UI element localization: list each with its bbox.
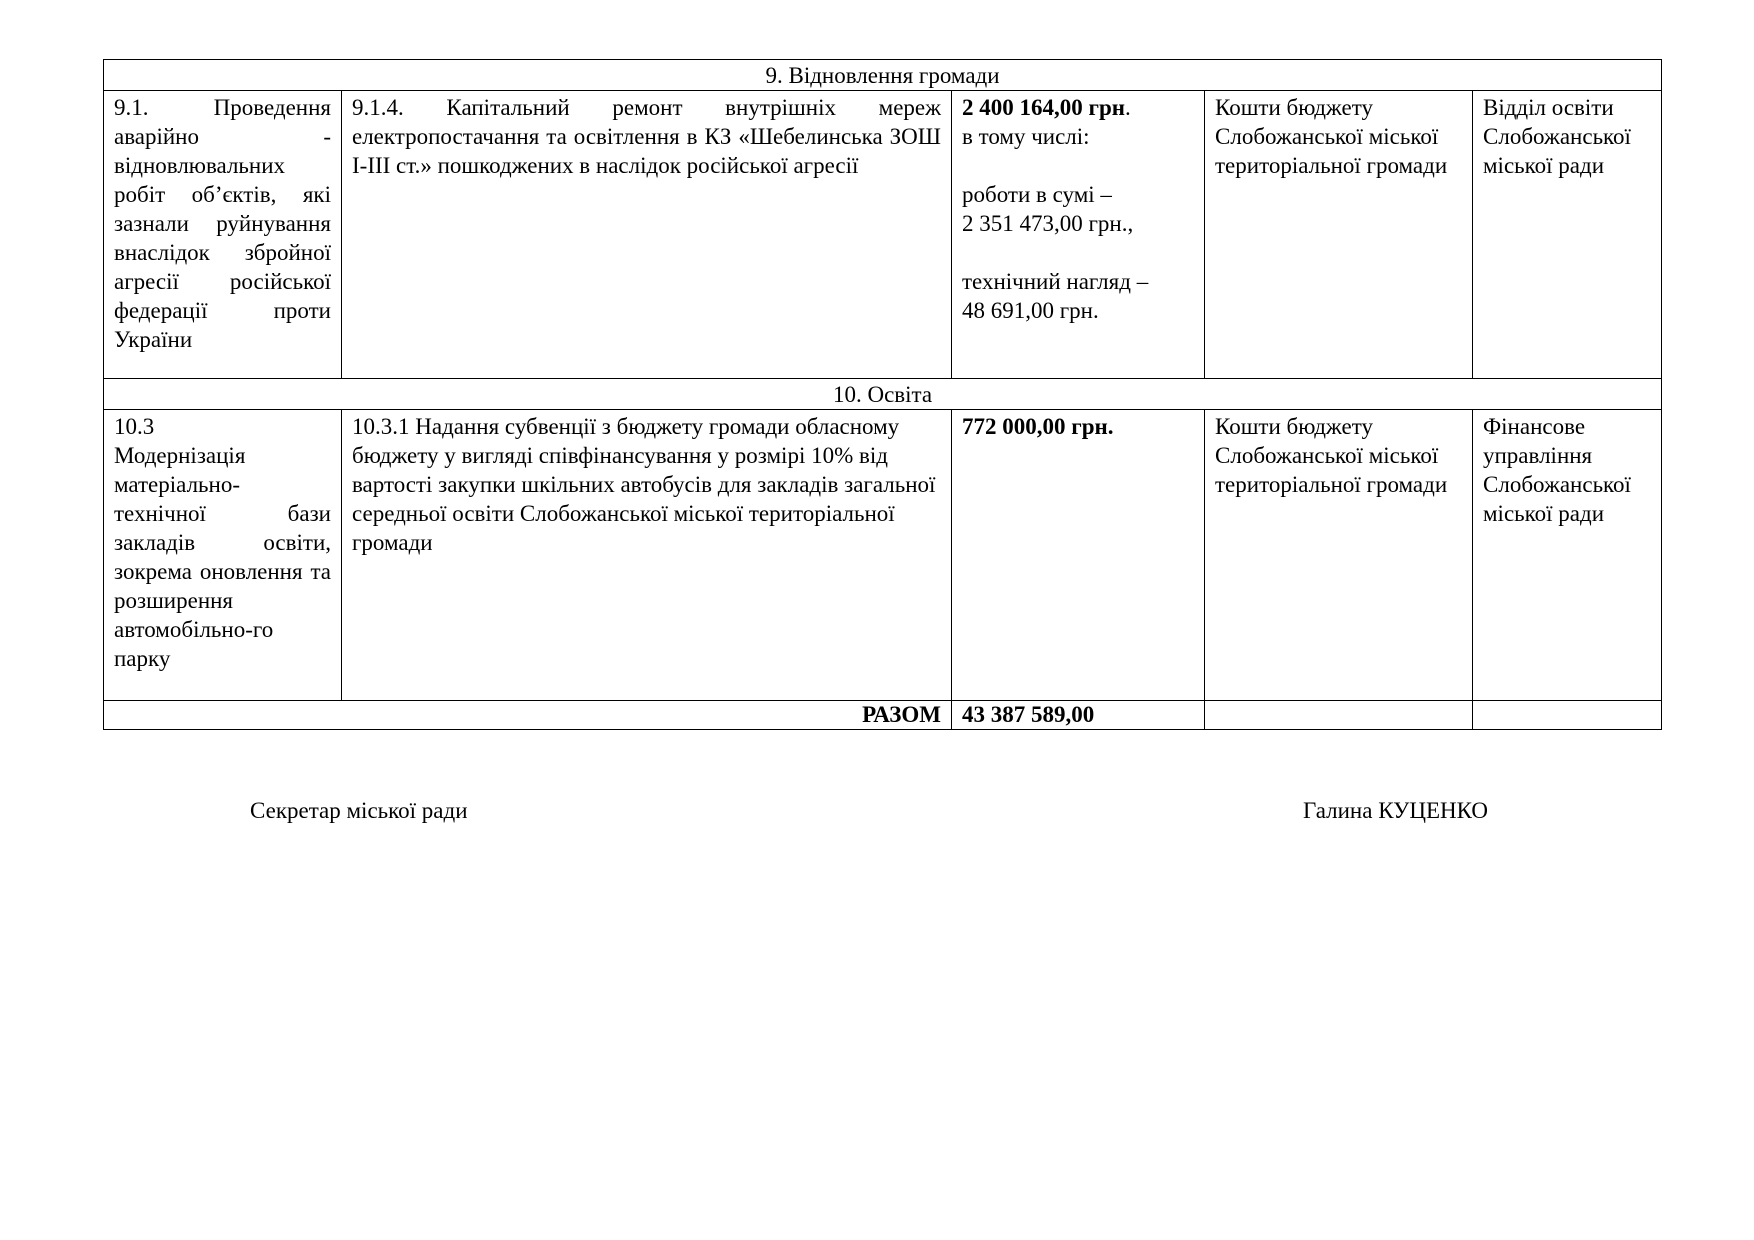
amount-cell <box>952 91 1205 379</box>
executor-cell: Фінансове управління Слобожанської міської ради <box>1473 410 1662 701</box>
amount-including: в тому числі: <box>962 124 1090 149</box>
signature-position: Секретар міської ради <box>250 798 468 823</box>
funding-source-cell: Кошти бюджету Слобожанської міської територіальної громади <box>1205 410 1473 701</box>
total-row <box>104 701 1662 730</box>
budget-table <box>103 59 1662 730</box>
task-cell: 9.1. Проведення аварійно - відновлювальних робіт об’єктів, які зазнали руйнування внаслідок збройної агресії російської федерації проти України <box>104 91 342 379</box>
amount-main: 2 400 164,00 грн <box>962 95 1125 120</box>
amount-cell: 772 000,00 грн. <box>952 410 1205 701</box>
task-text: Модернізація матеріально-технічної бази закладів освіти, зокрема оновлення та розширення автомобільно-го парку <box>114 443 331 671</box>
section-header-row <box>104 379 1662 410</box>
amount-supervision-label: технічний нагляд – <box>962 269 1149 294</box>
amount-works-value: 2 351 473,00 грн., <box>962 211 1134 236</box>
funding-source-cell: Кошти бюджету Слобожанської міської територіальної громади <box>1205 91 1473 379</box>
executor-cell: Відділ освіти Слобожанської міської ради <box>1473 91 1662 379</box>
total-value: 43 387 589,00 <box>952 701 1205 730</box>
total-label: РАЗОМ <box>104 701 952 730</box>
section-header-row <box>104 60 1662 91</box>
task-cell <box>104 410 342 701</box>
task-number: 10.3 <box>114 414 155 439</box>
section-title-education: 10. Освіта <box>104 379 1662 410</box>
measure-cell: 10.3.1 Надання субвенції з бюджету громади обласному бюджету у вигляді співфінансування у розмірі 10% від вартості закупки шкільних автобусів для закладів загальної середньої освіти Слобожанської міської територіальної громади <box>342 410 952 701</box>
empty-cell <box>1473 701 1662 730</box>
amount-works-label: роботи в сумі – <box>962 182 1112 207</box>
amount-dot: . <box>1125 95 1131 120</box>
empty-cell <box>1205 701 1473 730</box>
measure-cell: 9.1.4. Капітальний ремонт внутрішніх мереж електропостачання та освітлення в КЗ «Шебелинська ЗОШ І-ІІІ ст.» пошкоджених в наслідок російської агресії <box>342 91 952 379</box>
table-row <box>104 91 1662 379</box>
section-title-recovery: 9. Відновлення громади <box>104 60 1662 91</box>
amount-supervision-value: 48 691,00 грн. <box>962 298 1099 323</box>
signature-name: Галина КУЦЕНКО <box>1303 798 1488 823</box>
table-row <box>104 410 1662 701</box>
